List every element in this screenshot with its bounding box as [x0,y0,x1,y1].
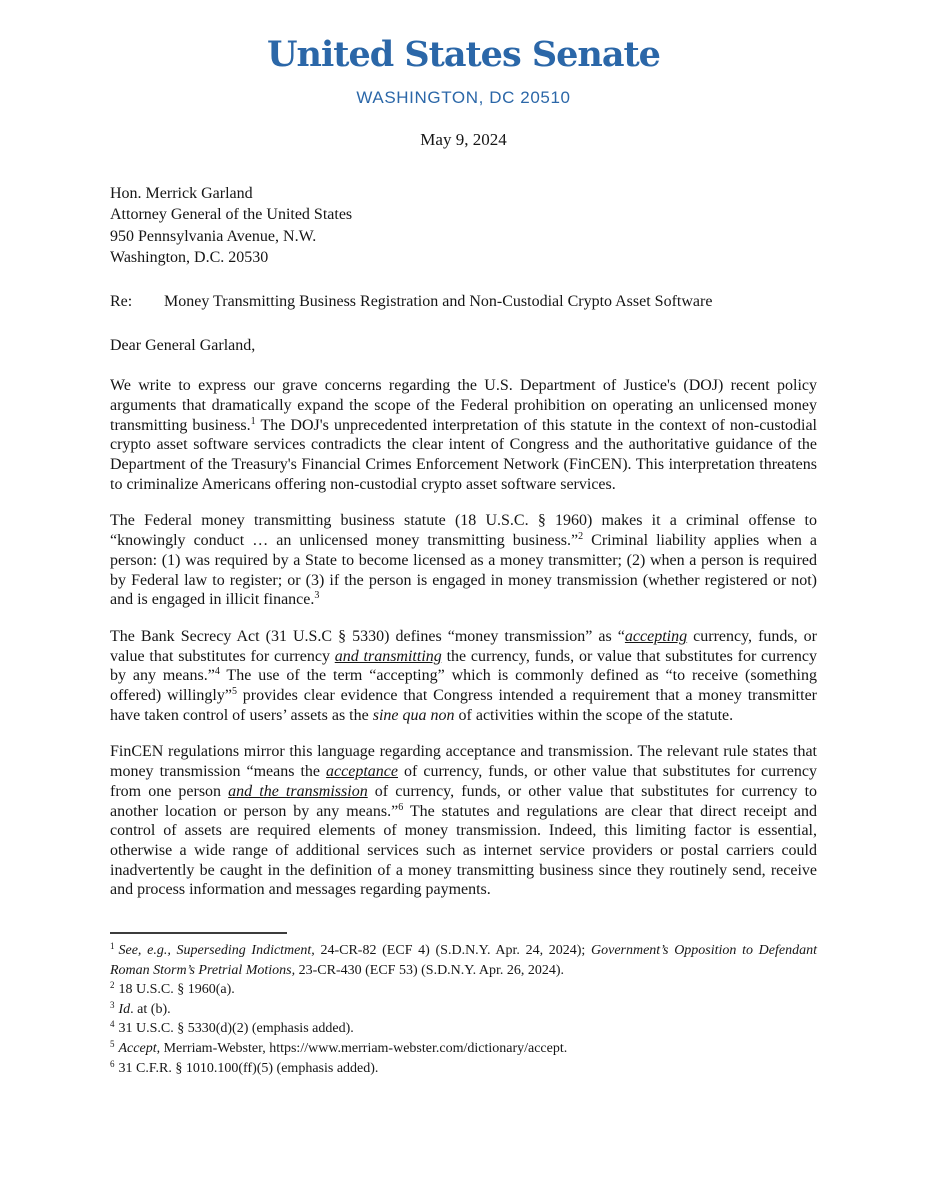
paragraph-fincen-regulations: FinCEN regulations mirror this language regarding acceptance and transmission. The relevant rule states that money transmission “means the acceptance of currency, funds, or other value that substitutes for currency from one person and the transmission of currency, funds, or other value that substitutes for currency to another location or person by any means.”$^6$ The statutes and regulations are clear that direct receipt and control of assets are required elements of money transmission. Indeed, this limiting factor is essential, otherwise a wide range of additional services such as internet service providers or postal carriers could inadvertently be caught in the definition of a money transmitting business since they routinely send, receive and process information and messages regarding payments. [110,743,818,899]
footnotes-section [110,941,817,1078]
footnote-marker: 4 [110,1019,115,1030]
footnote-2 [110,980,817,1000]
footnote-marker: 6 [110,1058,115,1069]
paragraph-doj-concerns: We write to express our grave concerns regarding the U.S. Department of Justice's (DOJ) recent policy arguments that dramatically expand the scope of the Federal prohibition on operating an unlicensed money transmitting business.$^1$ The DOJ's unprecedented interpretation of this statute in the context of non-custodial crypto asset software services contradicts the clear intent of Congress and the authoritative guidance of the Department of the Treasury's Financial Crimes Enforcement Network (FinCEN). This interpretation threatens to criminalize Americans offering non-custodial crypto asset software services. [110,377,817,493]
salutation: Dear General Garland, [110,337,256,355]
footnote-5 [110,1039,817,1059]
footnote-4 [110,1019,817,1039]
footnote-text: 31 C.F.R. § 1010.100(ff)(5) (emphasis added). [118,1060,379,1076]
footnote-3 [110,1000,817,1020]
letterhead [110,30,817,150]
recipient-name: Hon. Merrick Garland [110,185,253,202]
recipient-city: Washington, D.C. 20530 [110,248,269,266]
paragraph-federal-statute: The Federal money transmitting business statute (18 U.S.C. § 1960) makes it a criminal offense to “knowingly conduct … an unlicensed money transmitting business.”$^2$ Criminal liability applies when a person: (1) was required by a State to become licensed as a money transmitter; (2) when a person is required by Federal law to register; or (3) if the person is engaged in money transmission (whether registered or not) and is engaged in illicit finance.$^3$ [110,512,818,609]
footnote-marker: 3 [110,999,115,1010]
footnote-text: Accept, Merriam-Webster, https://www.merriam-webster.com/dictionary/accept. [118,1041,568,1057]
subject-label: Re: [110,293,133,311]
footnote-text: 18 U.S.C. § 1960(a). [118,982,235,998]
subject-text: Money Transmitting Business Registration and Non-Custodial Crypto Asset Software [164,293,713,311]
footnote-text: Id. at (b). [118,1001,171,1017]
subject-line [110,291,817,312]
letterhead-address: WASHINGTON, DC 20510 [356,88,571,107]
footnote-separator [110,932,287,934]
footnote-marker: 1 [110,941,115,952]
footnote-text: 31 U.S.C. § 5330(d)(2) (emphasis added). [118,1021,354,1037]
footnote-6 [110,1059,817,1079]
senate-seal-title: United States Senate [267,34,660,75]
footnote-marker: 2 [110,980,115,991]
footnote-1 [110,941,817,980]
recipient-street: 950 Pennsylvania Avenue, N.W. [110,227,317,245]
footnote-text: See, e.g., Superseding Indictment, 24-CR-82 (ECF 4) (S.D.N.Y. Apr. 24, 2024); Government’s Opposition to Defendant Roman Storm’s Pretrial Motions, 23-CR-430 (ECF 53) (S.D.N.Y. Apr. 26, 2024). [110,943,817,978]
letter-date: May 9, 2024 [420,130,507,149]
paragraph-bank-secrecy-act: The Bank Secrecy Act (31 U.S.C § 5330) defines “money transmission” as “accepting currency, funds, or value that substitutes for currency and transmitting the currency, funds, or value that substitutes for currency by any means.”$^4$ The use of the term “accepting” which is commonly defined as “to receive (something offered) willingly”$^5$ provides clear evidence that Congress intended a requirement that a money transmitter have taken control of users’ assets as the sine qua non of activities within the scope of the statute. [110,627,818,724]
recipient-title: Attorney General of the United States [110,206,353,224]
footnote-marker: 5 [110,1039,115,1050]
recipient-address-block [110,183,817,268]
